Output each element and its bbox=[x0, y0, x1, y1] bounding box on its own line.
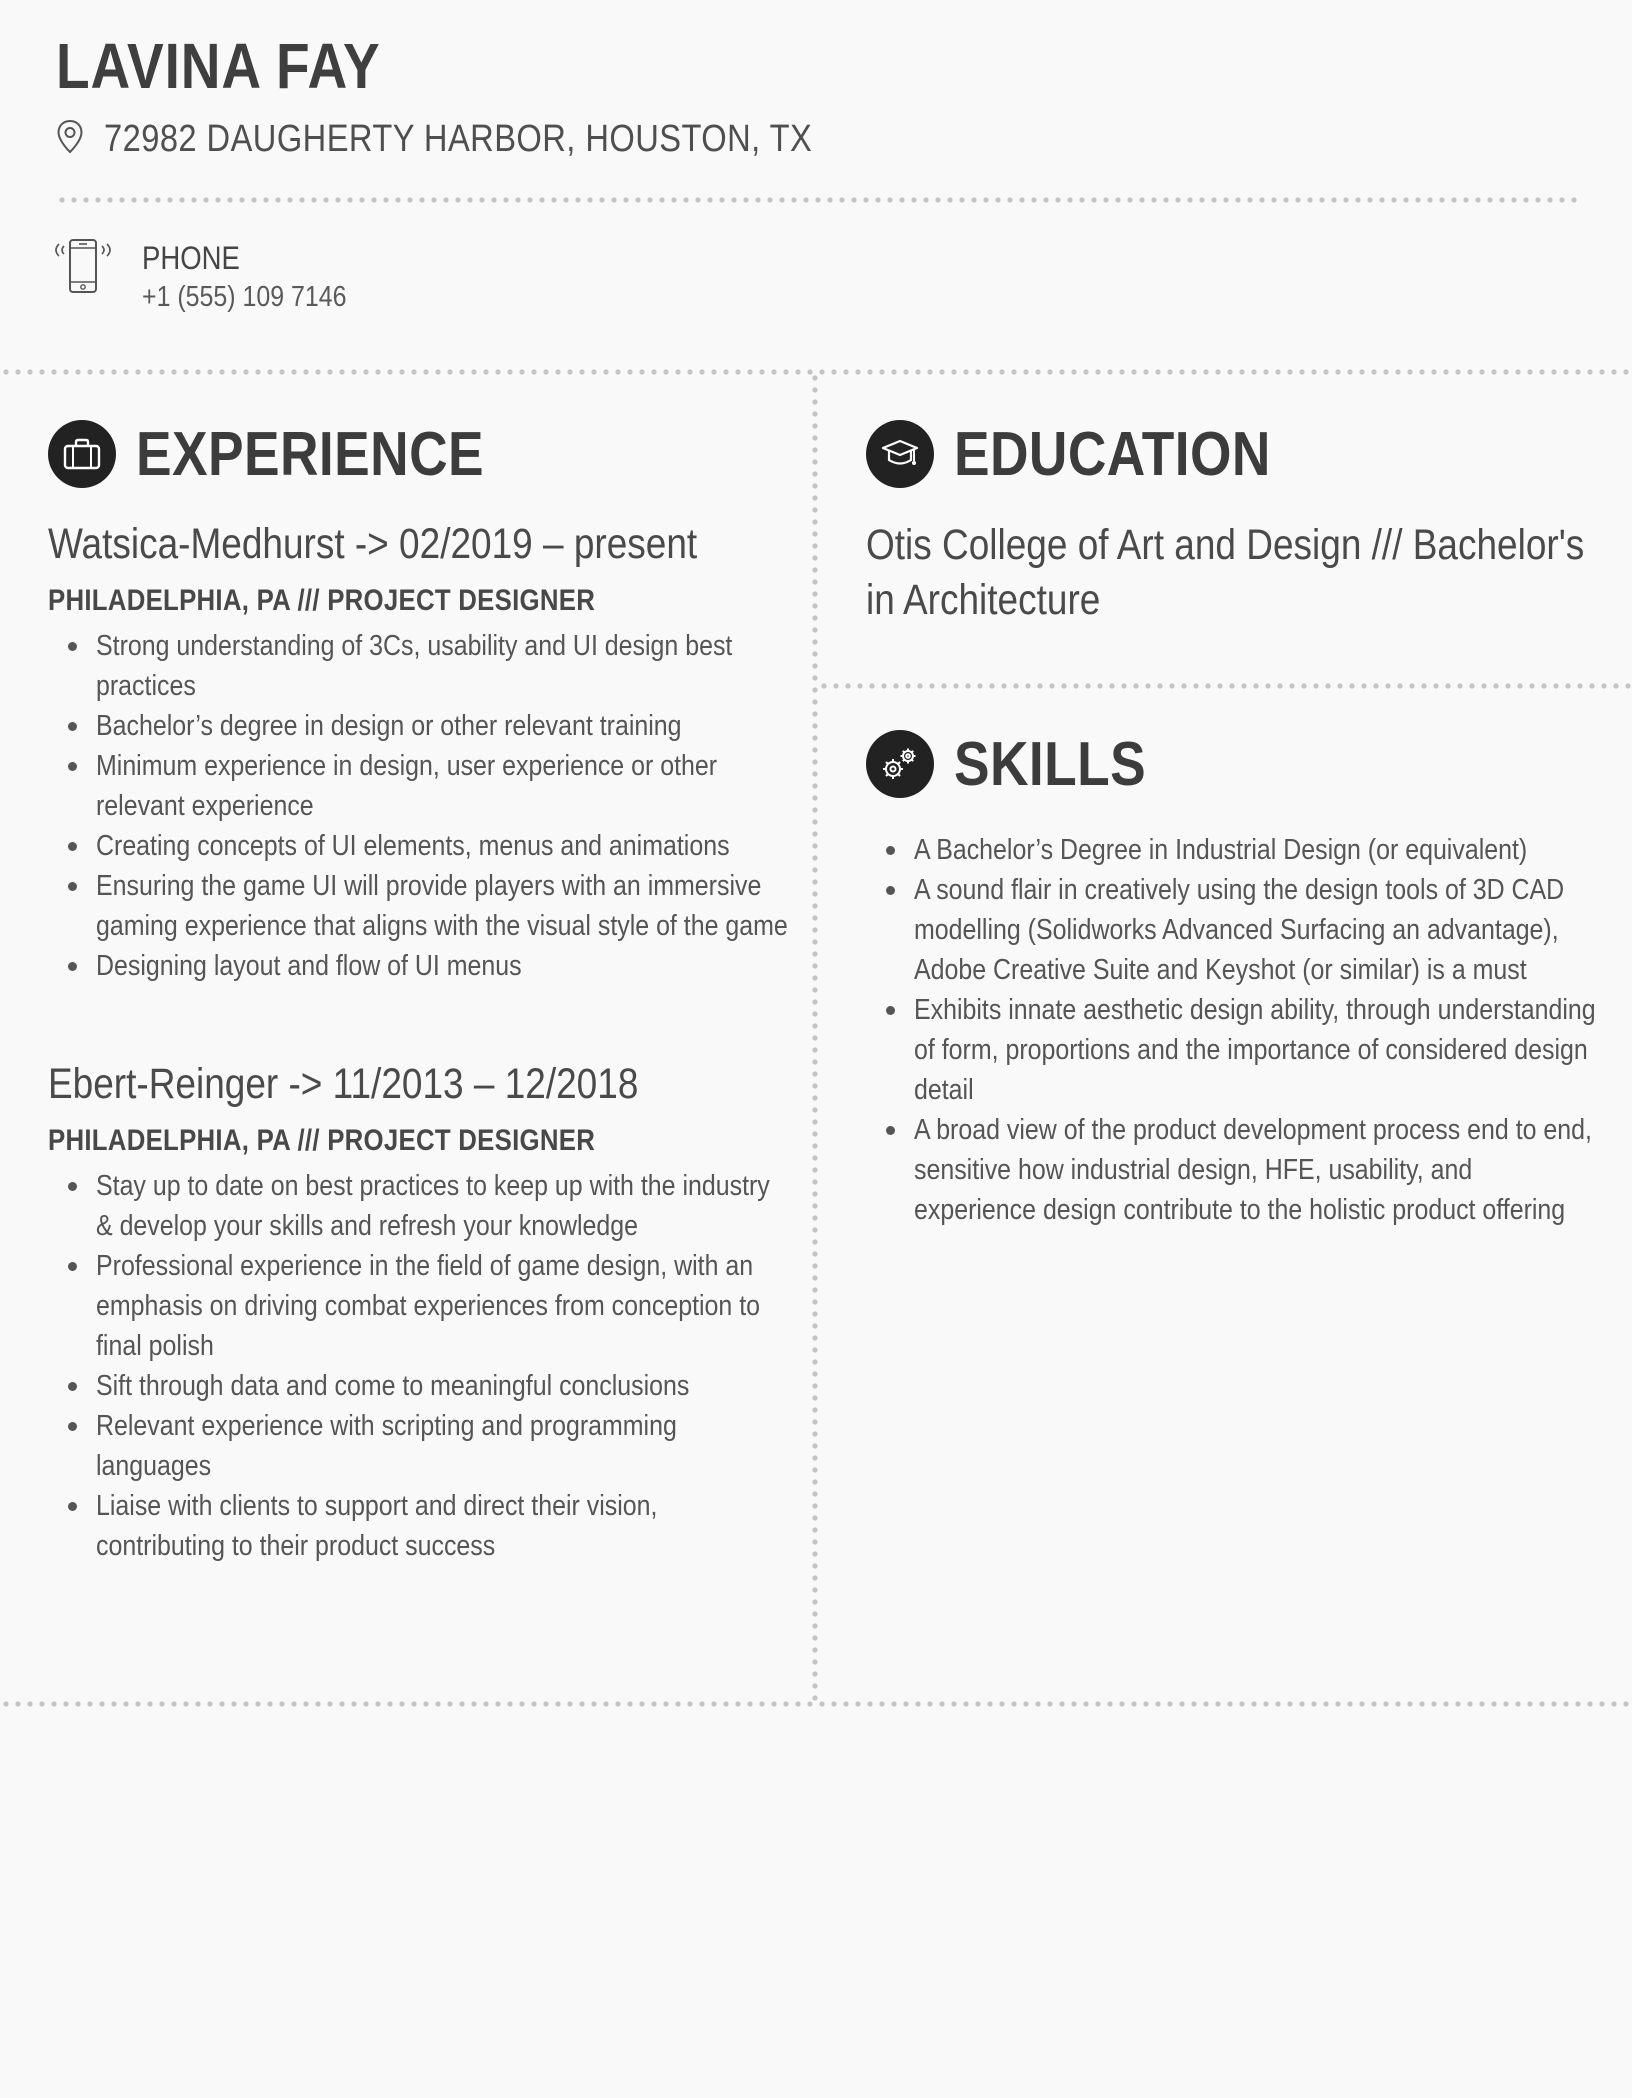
address-row bbox=[56, 118, 927, 161]
address-text: 72982 DAUGHERTY HARBOR, HOUSTON, TX bbox=[104, 118, 813, 160]
list-item: Designing layout and flow of UI menus bbox=[48, 946, 788, 986]
job-bullets bbox=[48, 626, 788, 986]
list-item: A broad view of the product development process end to end, sensitive how industrial design, HFE, usability, and experience design contribute to the holistic product offering bbox=[866, 1110, 1596, 1230]
education-title: EDUCATION bbox=[954, 419, 1271, 489]
gears-icon bbox=[866, 730, 934, 798]
education-entry: Otis College of Art and Design /// Bachelor's in Architecture bbox=[866, 521, 1585, 624]
list-item: Relevant experience with scripting and programming languages bbox=[48, 1406, 788, 1486]
job-heading: Watsica-Medhurst -> 02/2019 – present bbox=[48, 520, 698, 568]
phone-number: +1 (555) 109 7146 bbox=[142, 281, 347, 313]
list-item: Minimum experience in design, user experience or other relevant experience bbox=[48, 746, 788, 826]
list-item: Liaise with clients to support and direct their vision, contributing to their product success bbox=[48, 1486, 788, 1566]
education-header bbox=[866, 412, 1596, 496]
education-section bbox=[866, 412, 1596, 628]
job-heading: Ebert-Reinger -> 11/2013 – 12/2018 bbox=[48, 1059, 639, 1108]
header-divider bbox=[56, 197, 1580, 203]
job-entry bbox=[48, 518, 788, 986]
phone-icon bbox=[54, 236, 112, 303]
experience-title: EXPERIENCE bbox=[136, 419, 485, 489]
job-location-role: PHILADELPHIA, PA /// PROJECT DESIGNER bbox=[48, 1123, 596, 1157]
skills-header bbox=[866, 722, 1596, 806]
resume-header bbox=[56, 30, 1576, 160]
phone-label: PHONE bbox=[142, 240, 240, 276]
job-entry bbox=[48, 1058, 788, 1566]
candidate-name: LAVINA FAY bbox=[56, 30, 381, 102]
column-divider bbox=[812, 372, 818, 1706]
sections-bottom-divider bbox=[0, 1701, 1632, 1707]
job-bullets bbox=[48, 1166, 788, 1566]
list-item: Exhibits innate aesthetic design ability, through understanding of form, proportions and the importance of considered design detail bbox=[866, 990, 1596, 1110]
experience-header bbox=[48, 412, 788, 496]
briefcase-icon bbox=[48, 420, 116, 488]
skills-list bbox=[866, 830, 1596, 1230]
skills-title: SKILLS bbox=[954, 729, 1147, 799]
phone-text bbox=[142, 238, 380, 317]
experience-section bbox=[48, 412, 788, 1566]
list-item: A sound flair in creatively using the design tools of 3D CAD modelling (Solidworks Advanced Surfacing an advantage), Adobe Creative Suite and Keyshot (or similar) is a must bbox=[866, 870, 1596, 990]
list-item: Professional experience in the field of game design, with an emphasis on driving combat experiences from conception to final polish bbox=[48, 1246, 788, 1366]
education-skills-divider bbox=[818, 683, 1632, 689]
list-item: Stay up to date on best practices to keep up with the industry & develop your skills and refresh your knowledge bbox=[48, 1166, 788, 1246]
location-pin-icon bbox=[56, 119, 84, 160]
skills-section bbox=[866, 722, 1596, 1230]
list-item: Sift through data and come to meaningful conclusions bbox=[48, 1366, 788, 1406]
graduation-cap-icon bbox=[866, 420, 934, 488]
list-item: A Bachelor’s Degree in Industrial Design (or equivalent) bbox=[866, 830, 1596, 870]
list-item: Creating concepts of UI elements, menus and animations bbox=[48, 826, 788, 866]
phone-contact bbox=[54, 236, 380, 317]
job-location-role: PHILADELPHIA, PA /// PROJECT DESIGNER bbox=[48, 583, 596, 617]
list-item: Strong understanding of 3Cs, usability and UI design best practices bbox=[48, 626, 788, 706]
list-item: Bachelor’s degree in design or other relevant training bbox=[48, 706, 788, 746]
list-item: Ensuring the game UI will provide players with an immersive gaming experience that aligns with the visual style of the game bbox=[48, 866, 788, 946]
